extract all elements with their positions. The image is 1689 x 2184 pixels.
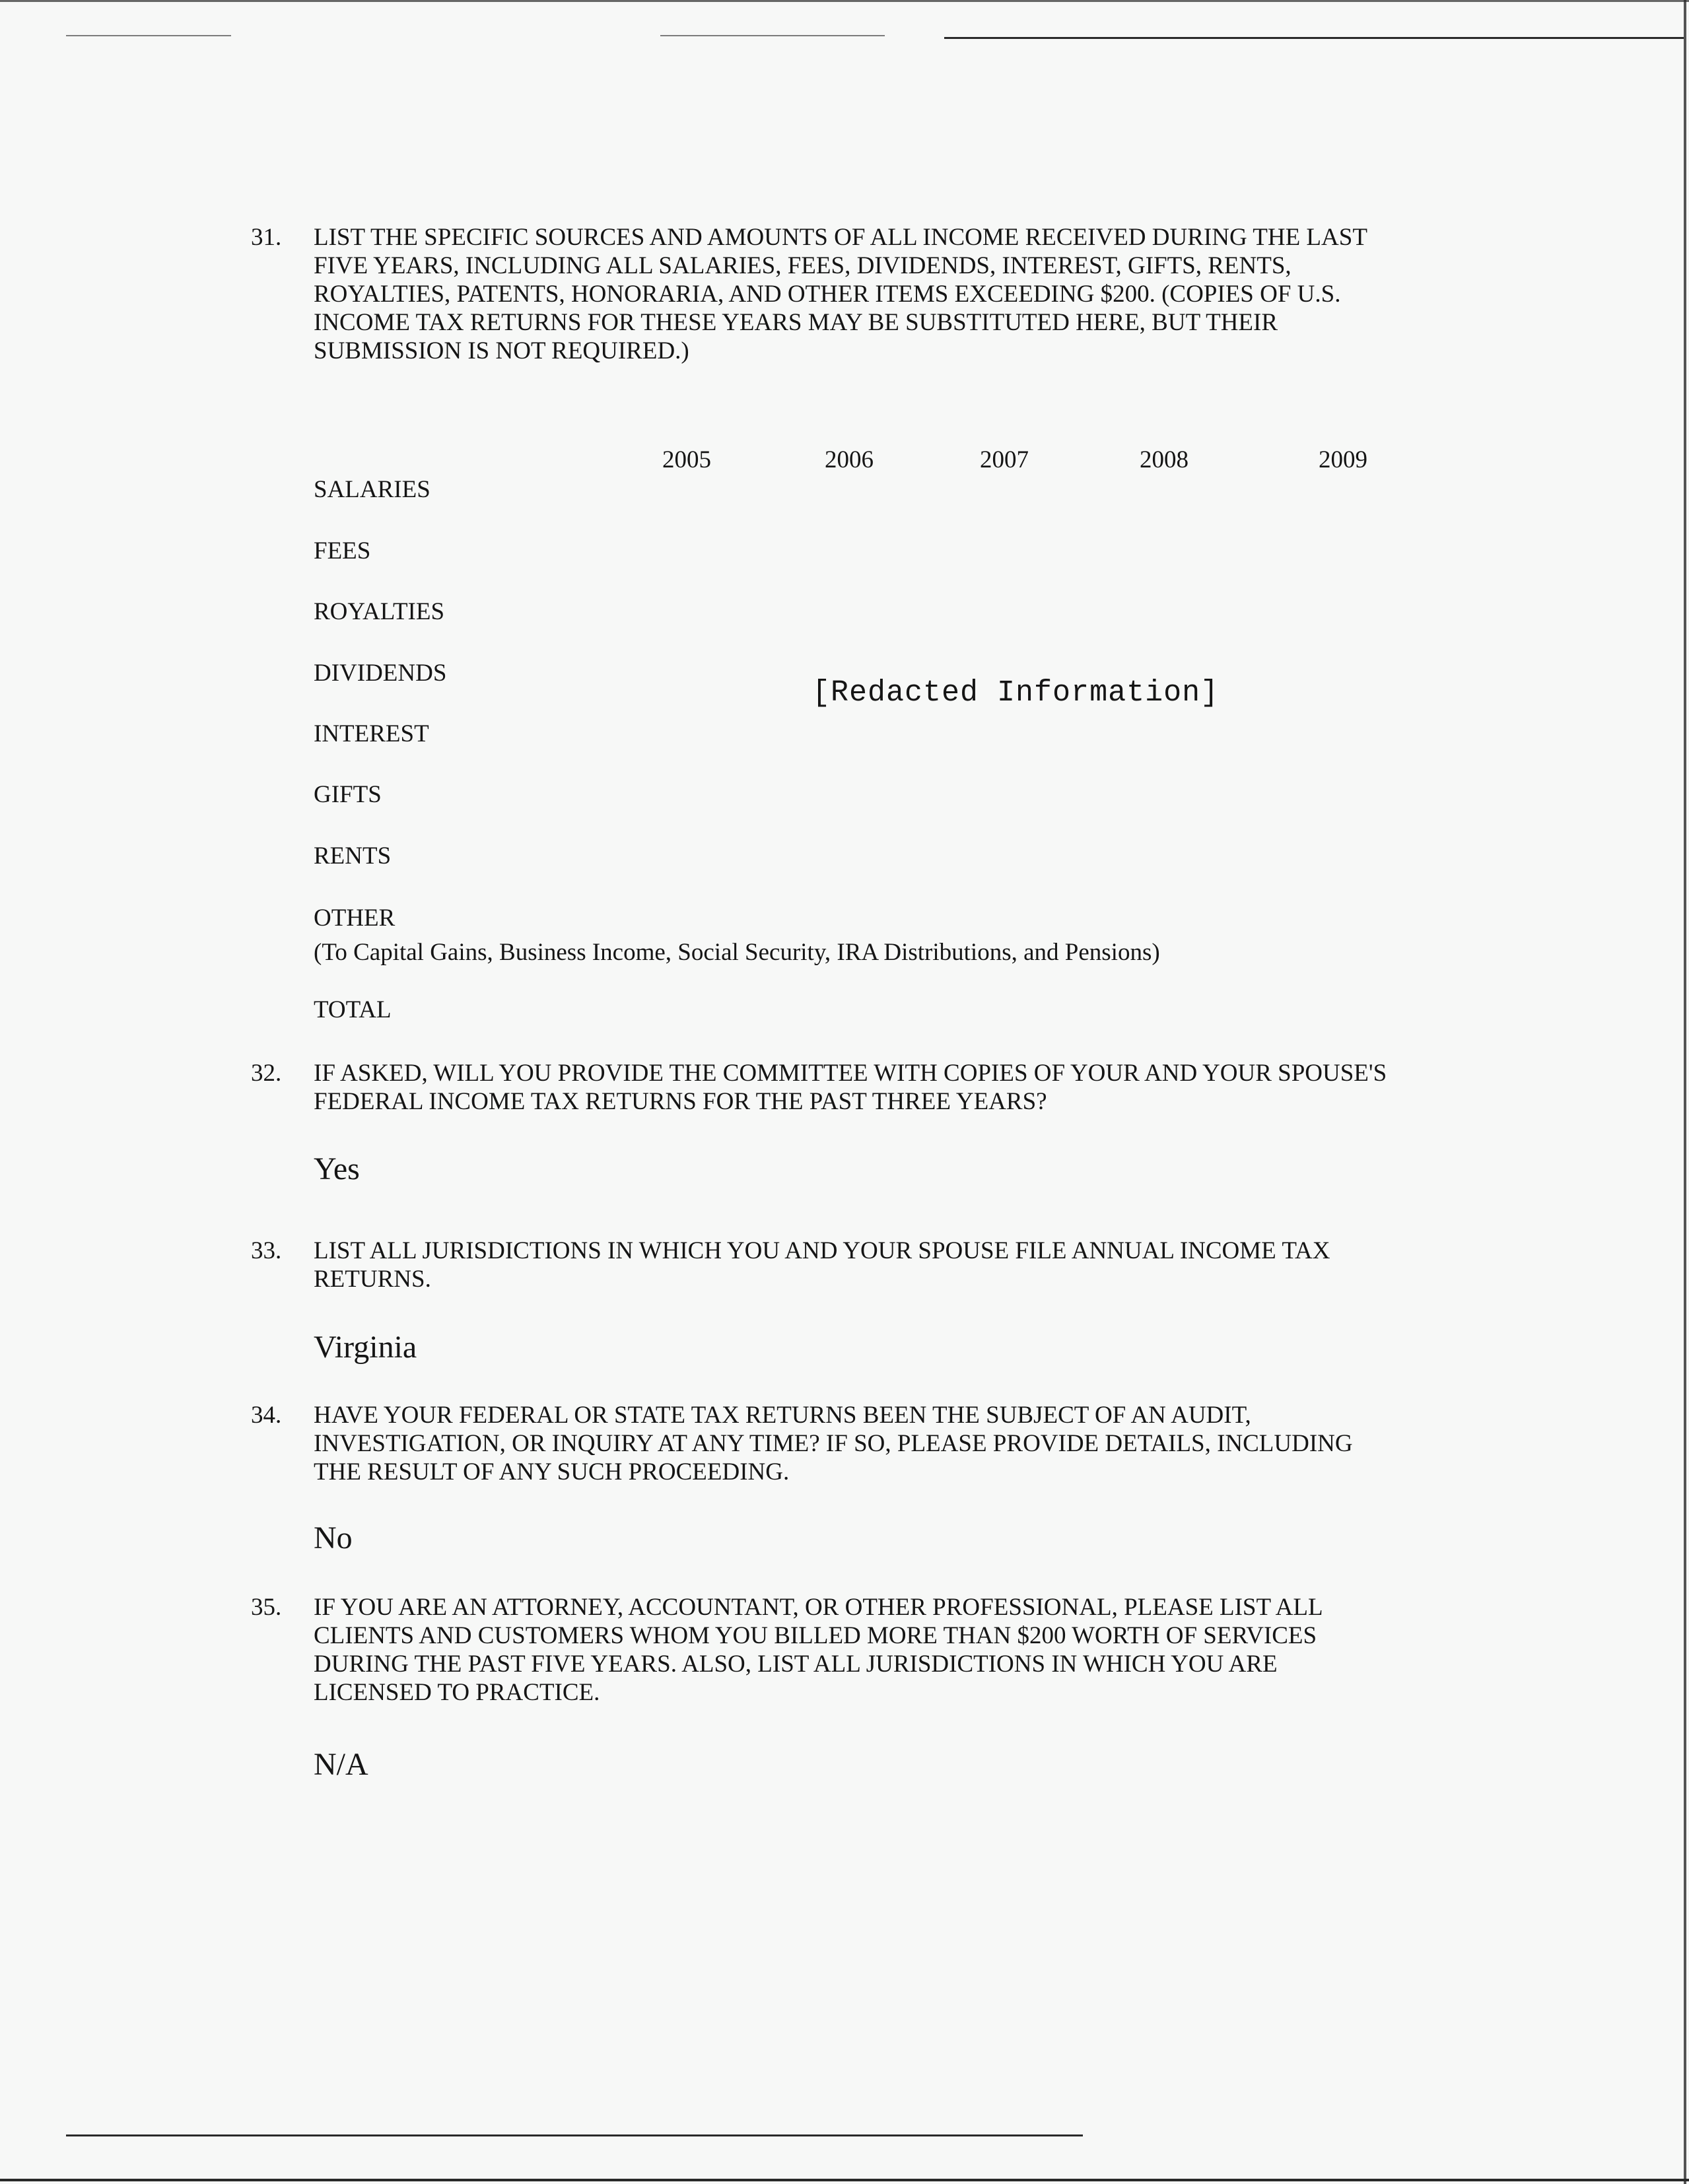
- answer-32: Yes: [314, 1151, 360, 1186]
- year-header-2008: 2008: [1140, 446, 1189, 473]
- question-line: SUBMISSION IS NOT REQUIRED.): [314, 337, 689, 364]
- question-line: RETURNS.: [314, 1266, 431, 1293]
- question-line: ROYALTIES, PATENTS, HONORARIA, AND OTHER ITEMS EXCEEDING $200. (COPIES OF U.S.: [314, 281, 1341, 308]
- question-line: INVESTIGATION, OR INQUIRY AT ANY TIME? IF SO, PLEASE PROVIDE DETAILS, INCLUDING: [314, 1430, 1353, 1457]
- answer-34: No: [314, 1520, 353, 1555]
- question-text: [314, 1401, 1542, 1486]
- top-border: [0, 0, 1689, 2]
- question-number: 35.: [251, 1594, 282, 1621]
- answer-35: N/A: [314, 1747, 368, 1782]
- year-header-2006: 2006: [825, 446, 874, 473]
- question-line: LIST ALL JURISDICTIONS IN WHICH YOU AND YOUR SPOUSE FILE ANNUAL INCOME TAX: [314, 1237, 1330, 1264]
- question-line: INCOME TAX RETURNS FOR THESE YEARS MAY BE SUBSTITUTED HERE, BUT THEIR: [314, 309, 1278, 336]
- question-line: DURING THE PAST FIVE YEARS. ALSO, LIST ALL JURISDICTIONS IN WHICH YOU ARE: [314, 1651, 1278, 1678]
- question-line: THE RESULT OF ANY SUCH PROCEEDING.: [314, 1458, 790, 1485]
- bottom-border: [0, 2179, 1689, 2181]
- question-line: IF YOU ARE AN ATTORNEY, ACCOUNTANT, OR OTHER PROFESSIONAL, PLEASE LIST ALL: [314, 1594, 1323, 1621]
- question-number: 31.: [251, 224, 282, 251]
- year-header-2009: 2009: [1319, 446, 1367, 473]
- question-text: [314, 1059, 1542, 1116]
- question-line: CLIENTS AND CUSTOMERS WHOM YOU BILLED MORE THAN $200 WORTH OF SERVICES: [314, 1622, 1317, 1649]
- other-note: (To Capital Gains, Business Income, Social Security, IRA Distributions, and Pensions): [314, 939, 1160, 966]
- question-line: FIVE YEARS, INCLUDING ALL SALARIES, FEES, DIVIDENDS, INTEREST, GIFTS, RENTS,: [314, 252, 1292, 279]
- question-line: LIST THE SPECIFIC SOURCES AND AMOUNTS OF ALL INCOME RECEIVED DURING THE LAST: [314, 224, 1367, 251]
- top-rule-right: [944, 37, 1684, 39]
- row-label-royalties: ROYALTIES: [314, 598, 445, 625]
- redacted-stamp: [Redacted Information]: [812, 676, 1220, 710]
- question-number: 32.: [251, 1060, 282, 1087]
- row-label-total: TOTAL: [314, 996, 392, 1023]
- question-text: [314, 223, 1542, 365]
- question-line: IF ASKED, WILL YOU PROVIDE THE COMMITTEE WITH COPIES OF YOUR AND YOUR SPOUSE'S: [314, 1060, 1387, 1087]
- year-header-2005: 2005: [662, 446, 711, 473]
- row-label-dividends: DIVIDENDS: [314, 660, 447, 687]
- bottom-rule: [66, 2134, 1083, 2136]
- row-label-other: OTHER: [314, 904, 396, 932]
- top-rule-left: [66, 35, 231, 36]
- question-text: [314, 1593, 1542, 1707]
- question-line: LICENSED TO PRACTICE.: [314, 1679, 600, 1706]
- row-label-interest: INTEREST: [314, 720, 429, 747]
- right-border: [1684, 0, 1686, 2184]
- top-rule-mid: [660, 35, 885, 36]
- answer-33: Virginia: [314, 1330, 417, 1365]
- question-text: [314, 1237, 1542, 1293]
- row-label-rents: RENTS: [314, 842, 392, 870]
- row-label-fees: FEES: [314, 537, 371, 564]
- year-header-2007: 2007: [980, 446, 1029, 473]
- question-number: 33.: [251, 1237, 282, 1264]
- question-number: 34.: [251, 1402, 282, 1429]
- row-label-gifts: GIFTS: [314, 781, 382, 808]
- row-label-salaries: SALARIES: [314, 476, 431, 503]
- question-line: FEDERAL INCOME TAX RETURNS FOR THE PAST THREE YEARS?: [314, 1088, 1047, 1115]
- question-line: HAVE YOUR FEDERAL OR STATE TAX RETURNS BEEN THE SUBJECT OF AN AUDIT,: [314, 1402, 1251, 1429]
